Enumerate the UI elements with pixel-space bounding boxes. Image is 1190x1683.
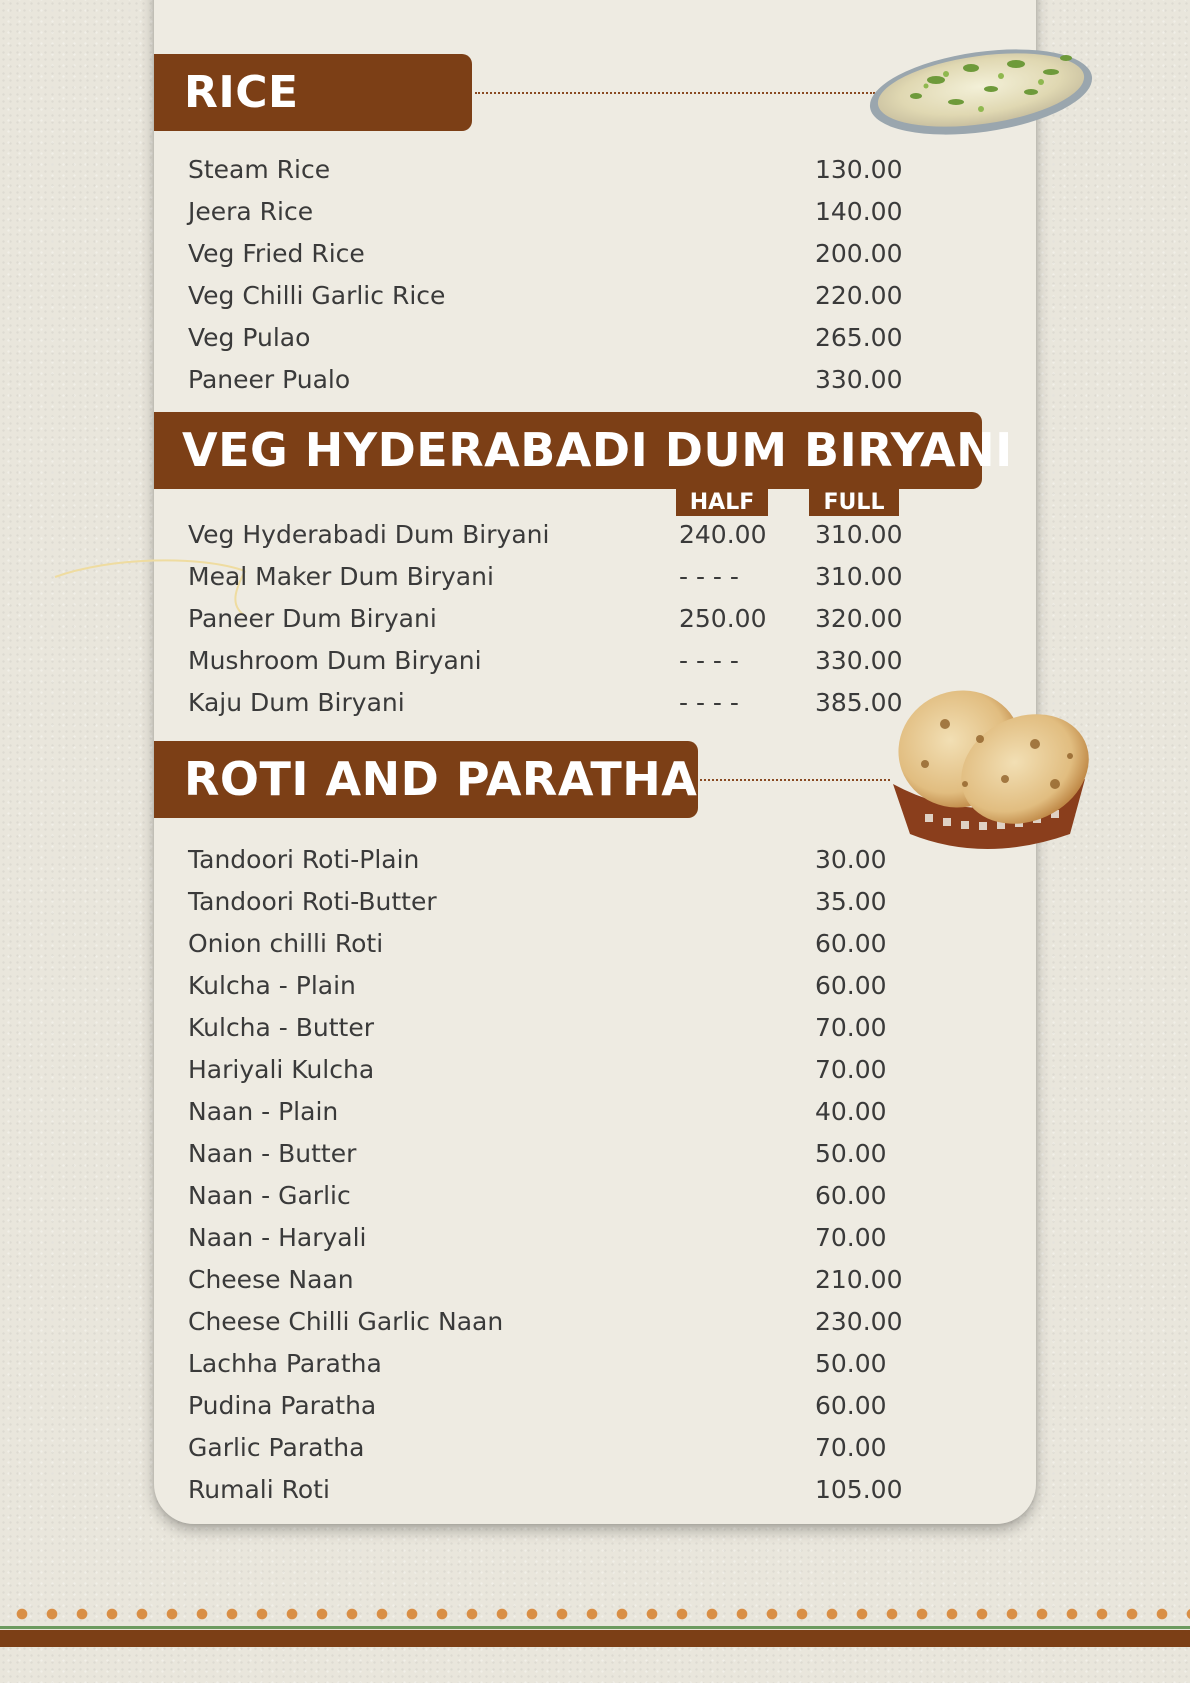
column-header-full: FULL <box>809 488 899 516</box>
menu-item-price-full: 310.00 <box>815 520 903 549</box>
menu-item-name: Garlic Paratha <box>188 1433 365 1462</box>
menu-item-price-full: 310.00 <box>815 562 903 591</box>
menu-item-price-full: 385.00 <box>815 688 903 717</box>
menu-item-price: 105.00 <box>815 1475 903 1504</box>
menu-item-name: Steam Rice <box>188 155 331 184</box>
menu-item-price: 200.00 <box>815 239 903 268</box>
menu-item-name: Naan - Garlic <box>188 1181 351 1210</box>
menu-item-price-half: 250.00 <box>679 604 767 633</box>
menu-item-name: Meal Maker Dum Biryani <box>188 562 494 591</box>
menu-item-price: 70.00 <box>815 1013 887 1042</box>
menu-item-price-half: 240.00 <box>679 520 767 549</box>
menu-item-name: Paneer Dum Biryani <box>188 604 437 633</box>
menu-item-name: Naan - Haryali <box>188 1223 367 1252</box>
footer-brown-bar <box>0 1630 1190 1647</box>
menu-item-price: 30.00 <box>815 845 887 874</box>
menu-item-price-half: - - - - <box>679 562 739 591</box>
rice-plate-image <box>866 34 1106 154</box>
section-title-rice: RICE <box>184 67 299 118</box>
menu-item-price: 60.00 <box>815 971 887 1000</box>
section-header-roti <box>154 741 698 818</box>
menu-item-name: Onion chilli Roti <box>188 929 384 958</box>
section-header-rice <box>154 54 472 131</box>
menu-item-price: 230.00 <box>815 1307 903 1336</box>
menu-item-name: Paneer Pualo <box>188 365 351 394</box>
menu-item-price: 60.00 <box>815 929 887 958</box>
footer-green-line <box>0 1626 1190 1629</box>
menu-item-name: Hariyali Kulcha <box>188 1055 375 1084</box>
menu-item-name: Veg Hyderabadi Dum Biryani <box>188 520 550 549</box>
menu-item-price: 40.00 <box>815 1097 887 1126</box>
menu-item-price: 70.00 <box>815 1223 887 1252</box>
menu-item-name: Naan - Plain <box>188 1097 339 1126</box>
column-header-half: HALF <box>676 488 768 516</box>
menu-item-name: Kulcha - Plain <box>188 971 356 1000</box>
menu-item-name: Jeera Rice <box>188 197 314 226</box>
menu-item-name: Veg Chilli Garlic Rice <box>188 281 446 310</box>
menu-item-price-half: - - - - <box>679 688 739 717</box>
menu-item-name: Naan - Butter <box>188 1139 357 1168</box>
menu-item-name: Veg Pulao <box>188 323 311 352</box>
rice-divider-line <box>475 92 875 94</box>
menu-item-price: 50.00 <box>815 1139 887 1168</box>
menu-item-name: Lachha Paratha <box>188 1349 382 1378</box>
menu-item-name: Pudina Paratha <box>188 1391 377 1420</box>
section-title-roti: ROTI AND PARATHA <box>184 752 698 806</box>
menu-item-price: 70.00 <box>815 1055 887 1084</box>
roti-divider-line <box>700 779 890 781</box>
menu-item-name: Mushroom Dum Biryani <box>188 646 482 675</box>
menu-item-name: Cheese Naan <box>188 1265 354 1294</box>
footer-dot-border <box>0 1606 1190 1622</box>
menu-item-price: 210.00 <box>815 1265 903 1294</box>
menu-item-name: Tandoori Roti-Plain <box>188 845 420 874</box>
menu-item-price: 60.00 <box>815 1181 887 1210</box>
naan-basket-image <box>885 684 1095 854</box>
section-title-biryani: VEG HYDERABADI DUM BIRYANI <box>182 423 1013 477</box>
menu-item-name: Cheese Chilli Garlic Naan <box>188 1307 504 1336</box>
menu-item-price: 70.00 <box>815 1433 887 1462</box>
menu-item-price: 220.00 <box>815 281 903 310</box>
menu-item-name: Rumali Roti <box>188 1475 330 1504</box>
menu-item-price-half: - - - - <box>679 646 739 675</box>
menu-item-name: Kulcha - Butter <box>188 1013 375 1042</box>
menu-item-price: 60.00 <box>815 1391 887 1420</box>
menu-item-price: 130.00 <box>815 155 903 184</box>
menu-item-price: 35.00 <box>815 887 887 916</box>
section-header-biryani <box>154 412 1013 489</box>
menu-item-price-full: 320.00 <box>815 604 903 633</box>
menu-item-price: 330.00 <box>815 365 903 394</box>
menu-item-name: Tandoori Roti-Butter <box>188 887 437 916</box>
menu-item-price-full: 330.00 <box>815 646 903 675</box>
menu-item-price: 50.00 <box>815 1349 887 1378</box>
menu-item-price: 265.00 <box>815 323 903 352</box>
menu-item-price: 140.00 <box>815 197 903 226</box>
menu-item-name: Veg Fried Rice <box>188 239 365 268</box>
menu-item-name: Kaju Dum Biryani <box>188 688 405 717</box>
